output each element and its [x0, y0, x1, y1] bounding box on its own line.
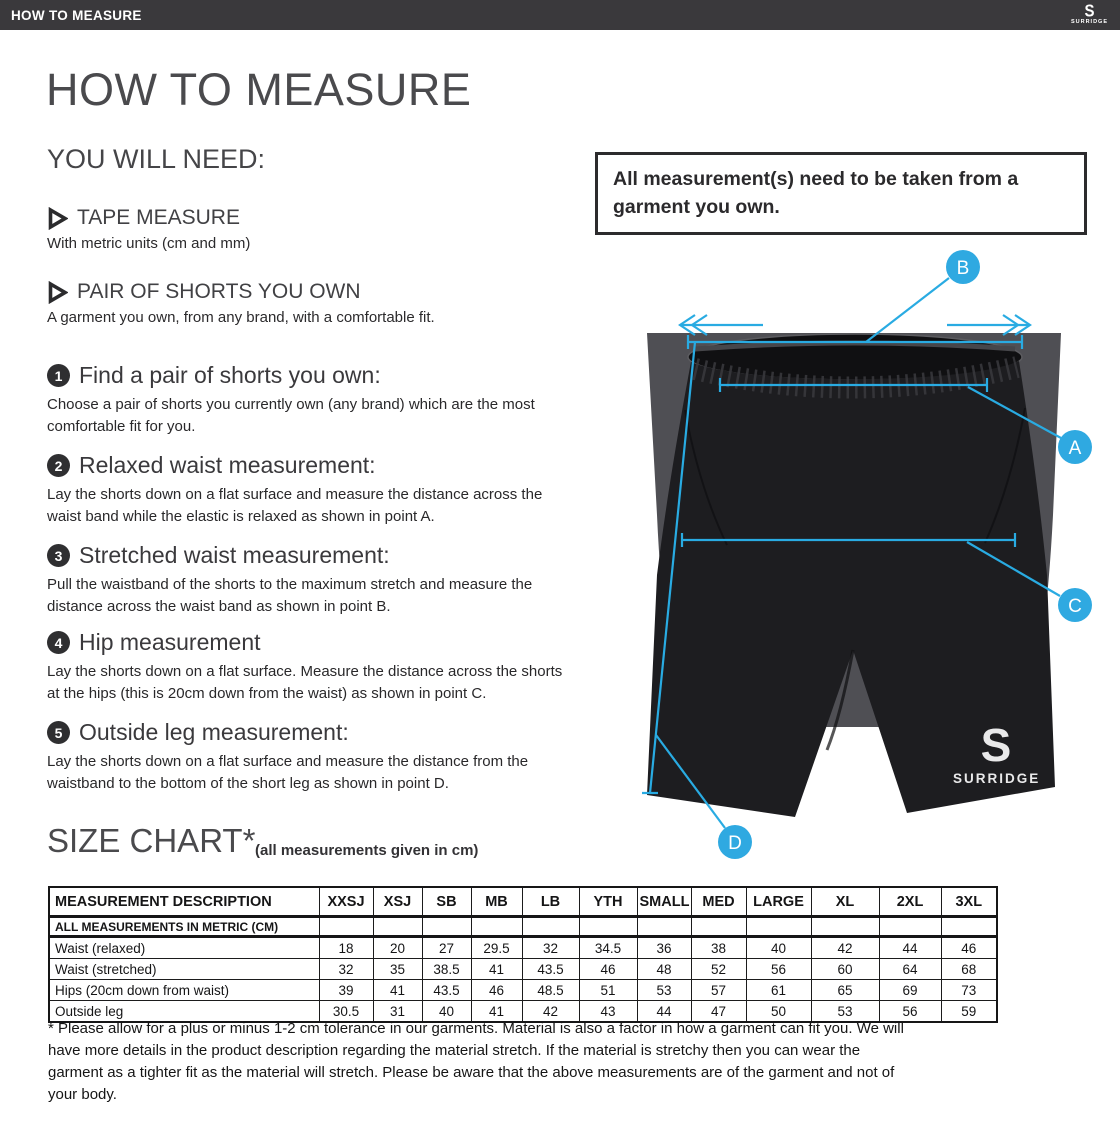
cell: 50 — [746, 1001, 811, 1023]
cell: 46 — [941, 937, 997, 959]
cell: 57 — [691, 980, 746, 1001]
row-label: Waist (relaxed) — [49, 937, 319, 959]
column-header: SMALL — [637, 887, 691, 917]
step-number-badge: 1 — [47, 364, 70, 387]
column-header: 3XL — [941, 887, 997, 917]
cell: 44 — [637, 1001, 691, 1023]
cell: 64 — [879, 959, 941, 980]
shorts-logo-s-mark: S — [980, 719, 1012, 771]
shorts-logo-wordmark: SURRIDGE — [953, 771, 1041, 786]
step-number-badge: 2 — [47, 454, 70, 477]
cell: 30.5 — [319, 1001, 373, 1023]
shorts-measurement-diagram — [595, 245, 1115, 875]
cell: 52 — [691, 959, 746, 980]
cell: 73 — [941, 980, 997, 1001]
point-b-label: B — [956, 258, 970, 279]
cell: 60 — [811, 959, 879, 980]
cell: 41 — [471, 959, 522, 980]
cell: 27 — [422, 937, 471, 959]
row-label: Hips (20cm down from waist) — [49, 980, 319, 1001]
step-2-body: Lay the shorts down on a flat surface and measure the distance across the waist band while the elastic is relaxed as shown in point A. — [47, 486, 543, 525]
column-header: 2XL — [879, 887, 941, 917]
cell: 43.5 — [522, 959, 579, 980]
step-title: Relaxed waist measurement: — [79, 452, 376, 478]
column-header: XXSJ — [319, 887, 373, 917]
cell: 38.5 — [422, 959, 471, 980]
cell: 43 — [579, 1001, 637, 1023]
cell: 56 — [879, 1001, 941, 1023]
top-bar — [0, 0, 1120, 30]
need-item-desc: With metric units (cm and mm) — [47, 235, 251, 252]
step-1-heading — [47, 362, 381, 389]
size-chart-heading: SIZE CHART* — [47, 822, 256, 859]
need-item-desc: A garment you own, from any brand, with a comfortable fit. — [47, 309, 435, 326]
cell: 46 — [579, 959, 637, 980]
cell: 69 — [879, 980, 941, 1001]
cell: 59 — [941, 1001, 997, 1023]
row-label: Outside leg — [49, 1001, 319, 1023]
cell: 40 — [422, 1001, 471, 1023]
cell: 18 — [319, 937, 373, 959]
step-title: Outside leg measurement: — [79, 719, 349, 745]
point-a-label: A — [1068, 438, 1082, 459]
cell: 46 — [471, 980, 522, 1001]
step-4-body: Lay the shorts down on a flat surface. Measure the distance across the shorts at the hips (this is 20cm down from the waist) as shown in point C. — [47, 663, 563, 702]
column-header: XL — [811, 887, 879, 917]
column-header: MEASUREMENT DESCRIPTION — [49, 887, 319, 917]
cell: 42 — [811, 937, 879, 959]
step-title: Hip measurement — [79, 629, 261, 655]
step-number-badge: 3 — [47, 544, 70, 567]
surridge-logo-icon — [1070, 1, 1108, 26]
you-will-need-heading: YOU WILL NEED: — [47, 144, 266, 174]
top-bar-title: HOW TO MEASURE — [11, 7, 142, 23]
column-header: MB — [471, 887, 522, 917]
step-number-badge: 5 — [47, 721, 70, 744]
cell: 32 — [319, 959, 373, 980]
step-5-heading — [47, 719, 349, 746]
cell: 53 — [637, 980, 691, 1001]
step-number-badge: 4 — [47, 631, 70, 654]
cell: 53 — [811, 1001, 879, 1023]
cell: 31 — [373, 1001, 422, 1023]
cell: 39 — [319, 980, 373, 1001]
step-2-heading — [47, 452, 376, 479]
cell: 20 — [373, 937, 422, 959]
need-item-label: PAIR OF SHORTS YOU OWN — [77, 280, 361, 303]
table-header-row — [49, 887, 997, 917]
metric-note-row — [49, 917, 997, 937]
surridge-s-mark: S — [1084, 1, 1095, 22]
cell: 51 — [579, 980, 637, 1001]
cell: 36 — [637, 937, 691, 959]
cell: 48 — [637, 959, 691, 980]
cell: 61 — [746, 980, 811, 1001]
cell: 35 — [373, 959, 422, 980]
column-header: SB — [422, 887, 471, 917]
cell: 48.5 — [522, 980, 579, 1001]
table-row-hips — [49, 980, 997, 1001]
need-item-label: TAPE MEASURE — [77, 206, 240, 229]
row-label: Waist (stretched) — [49, 959, 319, 980]
table-row-waist-stretched — [49, 959, 997, 980]
cell: 41 — [373, 980, 422, 1001]
column-header: MED — [691, 887, 746, 917]
page-title: HOW TO MEASURE — [46, 64, 472, 115]
column-header: XSJ — [373, 887, 422, 917]
cell: 38 — [691, 937, 746, 959]
cell: 68 — [941, 959, 997, 980]
cell: 44 — [879, 937, 941, 959]
cell: 65 — [811, 980, 879, 1001]
step-title: Find a pair of shorts you own: — [79, 362, 381, 388]
need-item-shorts — [47, 280, 361, 304]
column-header: YTH — [579, 887, 637, 917]
point-d-label: D — [728, 833, 742, 854]
column-header: LB — [522, 887, 579, 917]
step-title: Stretched waist measurement: — [79, 542, 390, 568]
cell: 41 — [471, 1001, 522, 1023]
cell: 42 — [522, 1001, 579, 1023]
cell: 34.5 — [579, 937, 637, 959]
step-3-heading — [47, 542, 390, 569]
table-row-waist-relaxed — [49, 937, 997, 959]
metric-note: ALL MEASUREMENTS IN METRIC (CM) — [49, 917, 319, 937]
step-1-body: Choose a pair of shorts you currently own (any brand) which are the most comfortable fit for you. — [47, 396, 535, 435]
measurement-note-box: All measurement(s) need to be taken from a garment you own. — [595, 152, 1087, 235]
size-chart-table — [48, 886, 998, 1023]
step-5-body: Lay the shorts down on a flat surface and measure the distance from the waistband to the bottom of the short leg as shown in point D. — [47, 753, 529, 792]
cell: 43.5 — [422, 980, 471, 1001]
need-item-tape-measure — [47, 206, 240, 230]
triangle-bullet-icon — [47, 207, 68, 230]
step-4-heading — [47, 629, 261, 656]
tolerance-footnote: * Please allow for a plus or minus 1-2 cm tolerance in our garments. Material is also a factor in how a garment can fit you. We will have more details in the product description regarding the material stretch. If the material is stretchy then you can wear the garment as a tighter fit as the material will stretch. Please be aware that the above measurements are of the garment and not of your body. — [48, 1020, 904, 1104]
leader-b — [866, 278, 949, 342]
cell: 47 — [691, 1001, 746, 1023]
column-header: LARGE — [746, 887, 811, 917]
surridge-wordmark: SURRIDGE — [1070, 19, 1108, 26]
size-chart-subtitle: (all measurements given in cm) — [255, 842, 479, 859]
step-3-body: Pull the waistband of the shorts to the maximum stretch and measure the distance across the waist band as shown in point B. — [47, 576, 533, 615]
cell: 40 — [746, 937, 811, 959]
cell: 56 — [746, 959, 811, 980]
point-c-label: C — [1068, 596, 1082, 617]
cell: 32 — [522, 937, 579, 959]
triangle-bullet-icon — [47, 281, 68, 304]
cell: 29.5 — [471, 937, 522, 959]
